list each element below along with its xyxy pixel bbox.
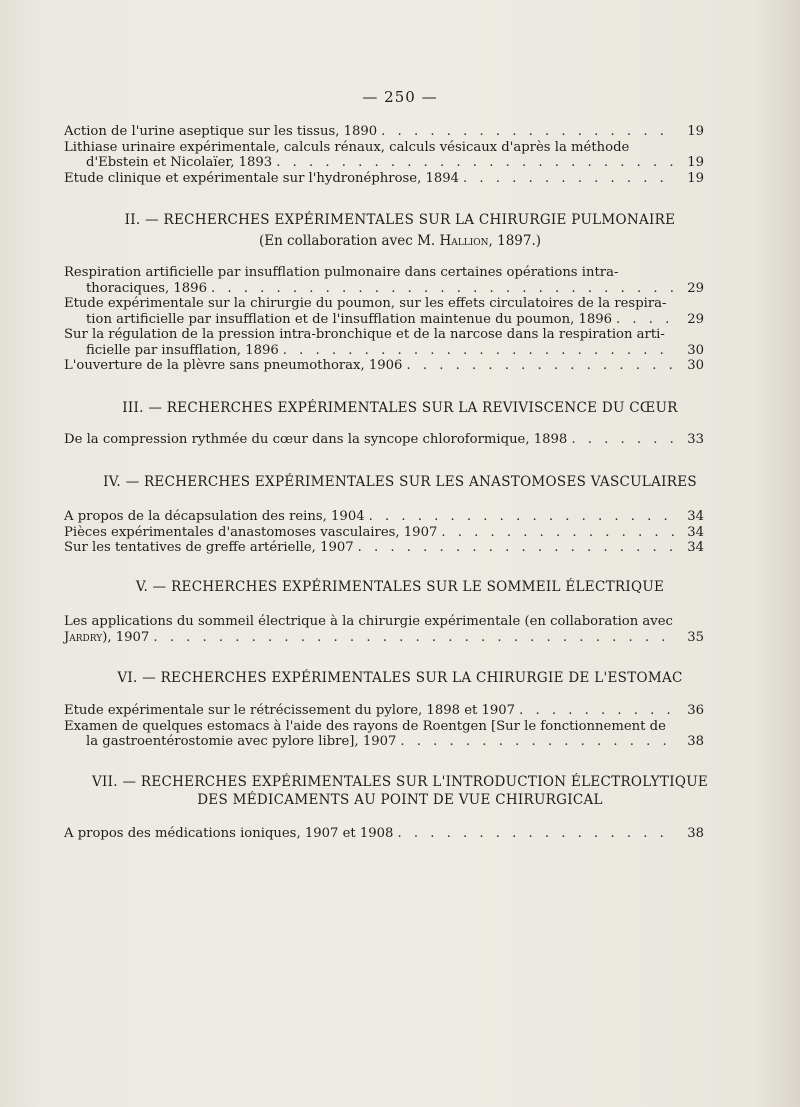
section-title: IV. — RECHERCHES EXPÉRIMENTALES SUR LES ANASTOMOSES VASCULAIRES bbox=[103, 474, 697, 490]
list-item: Etude expérimentale sur le rétrécissement du pylore, 1898 et 1907 . . . 36 bbox=[64, 703, 704, 719]
list-item: L'ouverture de la plèvre sans pneumothorax, 1906 . . . 30 bbox=[64, 358, 704, 374]
list-item: Lithiase urinaire expérimentale, calculs rénaux, calculs vésicaux d'après la méthode d'Ebstein et Nicolaïer, 1893 . . . 19 bbox=[64, 140, 704, 171]
section-entries bbox=[64, 614, 704, 645]
top-entries bbox=[64, 124, 704, 186]
list-item: Examen de quelques estomacs à l'aide des rayons de Roentgen [Sur le fonctionnement de la gastroentérostomie avec pylore libre], 1907 . . . 38 bbox=[64, 719, 704, 750]
list-item: Action de l'urine aseptique sur les tissus, 1890 . . . 19 bbox=[64, 124, 704, 140]
list-item: Etude expérimentale sur la chirurgie du poumon, sur les effets circulatoires de la respira- tion artificielle par insufflation et de l'insufflation maintenue du poumon, 1896 . . . 29 bbox=[64, 296, 704, 327]
list-item: Etude clinique et expérimentale sur l'hydronéphrose, 1894 . . . 19 bbox=[64, 171, 704, 187]
section-title: V. — RECHERCHES EXPÉRIMENTALES SUR LE SOMMEIL ÉLECTRIQUE bbox=[135, 579, 665, 595]
section-entries bbox=[64, 509, 704, 556]
list-item: A propos des médications ioniques, 1907 et 1908 . . . 38 bbox=[64, 826, 704, 842]
list-item: A propos de la décapsulation des reins, 1904 . . . 34 bbox=[64, 509, 704, 525]
section-entries bbox=[64, 432, 704, 448]
section-entries bbox=[64, 265, 704, 374]
page-number: — 250 — bbox=[362, 88, 438, 106]
list-item: De la compression rythmée du cœur dans la syncope chloroformique, 1898 . . . 33 bbox=[64, 432, 704, 448]
list-item: Les applications du sommeil électrique à la chirurgie expérimentale (en collaboration avec Jardry), 1907 . . . 35 bbox=[64, 614, 704, 645]
list-item: Sur la régulation de la pression intra-bronchique et de la narcose dans la respiration arti- ficielle par insufflation, 1896 . . . 30 bbox=[64, 327, 704, 358]
list-item: Respiration artificielle par insufflation pulmonaire dans certaines opérations intra- thoraciques, 1896 . . . 29 bbox=[64, 265, 704, 296]
section-entries bbox=[64, 703, 704, 750]
section-title: III. — RECHERCHES EXPÉRIMENTALES SUR LA REVIVISCENCE DU CŒUR bbox=[122, 400, 678, 416]
section-subtitle: (En collaboration avec M. Hallion, 1897.) bbox=[258, 233, 542, 249]
section-title: VII. — RECHERCHES EXPÉRIMENTALES SUR L'INTRODUCTION ÉLECTROLYTIQUE bbox=[91, 774, 709, 790]
list-item: Sur les tentatives de greffe artérielle, 1907 . . . 34 bbox=[64, 540, 704, 556]
section-title: VI. — RECHERCHES EXPÉRIMENTALES SUR LA CHIRURGIE DE L'ESTOMAC bbox=[117, 670, 683, 686]
section-title-continued: DES MÉDICAMENTS AU POINT DE VUE CHIRURGICAL bbox=[197, 792, 603, 808]
section-entries bbox=[64, 826, 704, 842]
section-title: II. — RECHERCHES EXPÉRIMENTALES SUR LA CHIRURGIE PULMONAIRE bbox=[124, 212, 676, 228]
list-item: Pièces expérimentales d'anastomoses vasculaires, 1907 . . . 34 bbox=[64, 525, 704, 541]
